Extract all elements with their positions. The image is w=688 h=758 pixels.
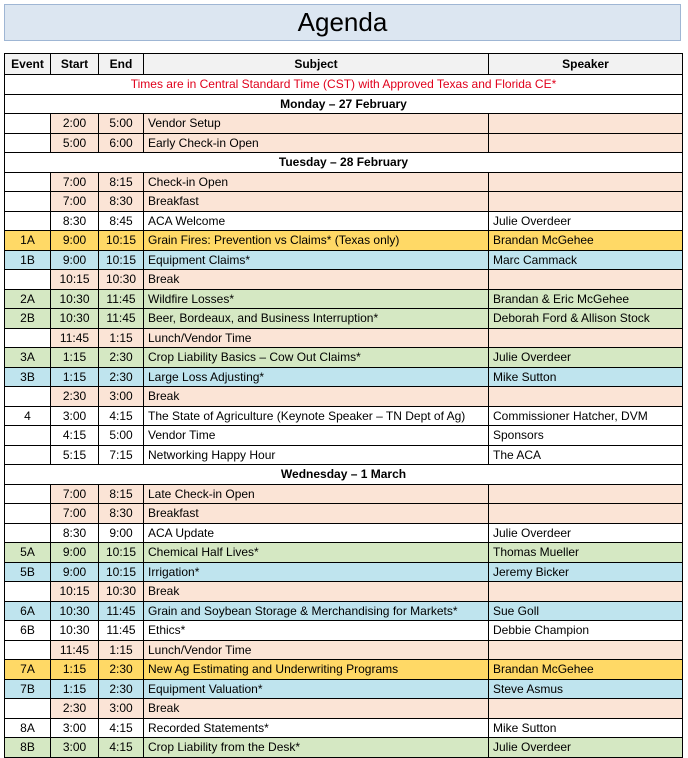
start-time-cell: 1:15 bbox=[51, 660, 99, 680]
speaker-cell bbox=[489, 387, 683, 407]
end-time-cell: 9:00 bbox=[99, 523, 144, 543]
end-time-cell: 8:15 bbox=[99, 484, 144, 504]
subject-cell: Break bbox=[144, 582, 489, 602]
end-time-cell: 11:45 bbox=[99, 601, 144, 621]
subject-cell: ACA Welcome bbox=[144, 211, 489, 231]
agenda-row bbox=[5, 367, 683, 387]
start-time-cell: 7:00 bbox=[51, 484, 99, 504]
column-header-event: Event bbox=[5, 54, 51, 75]
start-time-cell: 4:15 bbox=[51, 426, 99, 446]
end-time-cell: 5:00 bbox=[99, 114, 144, 134]
start-time-cell: 10:30 bbox=[51, 289, 99, 309]
end-time-cell: 2:30 bbox=[99, 660, 144, 680]
speaker-cell: Julie Overdeer bbox=[489, 211, 683, 231]
event-cell bbox=[5, 445, 51, 465]
agenda-row bbox=[5, 738, 683, 758]
speaker-cell: Sponsors bbox=[489, 426, 683, 446]
subject-cell: Networking Happy Hour bbox=[144, 445, 489, 465]
subject-cell: Vendor Time bbox=[144, 426, 489, 446]
end-time-cell: 10:15 bbox=[99, 231, 144, 251]
event-cell: 3B bbox=[5, 367, 51, 387]
end-time-cell: 2:30 bbox=[99, 367, 144, 387]
subject-cell: Chemical Half Lives* bbox=[144, 543, 489, 563]
agenda-table bbox=[4, 53, 683, 758]
end-time-cell: 6:00 bbox=[99, 133, 144, 153]
start-time-cell: 8:30 bbox=[51, 211, 99, 231]
agenda-row bbox=[5, 504, 683, 524]
speaker-cell: Mike Sutton bbox=[489, 367, 683, 387]
agenda-row bbox=[5, 426, 683, 446]
event-cell bbox=[5, 699, 51, 719]
start-time-cell: 2:30 bbox=[51, 387, 99, 407]
end-time-cell: 2:30 bbox=[99, 679, 144, 699]
day-header-row bbox=[5, 94, 683, 114]
subject-cell: Crop Liability from the Desk* bbox=[144, 738, 489, 758]
column-header-end: End bbox=[99, 54, 144, 75]
timezone-note: Times are in Central Standard Time (CST) with Approved Texas and Florida CE* bbox=[5, 75, 683, 95]
event-cell bbox=[5, 192, 51, 212]
start-time-cell: 3:00 bbox=[51, 718, 99, 738]
event-cell: 6A bbox=[5, 601, 51, 621]
column-header-start: Start bbox=[51, 54, 99, 75]
day-header-row bbox=[5, 465, 683, 485]
event-cell bbox=[5, 523, 51, 543]
end-time-cell: 10:15 bbox=[99, 543, 144, 563]
agenda-row bbox=[5, 445, 683, 465]
speaker-cell bbox=[489, 640, 683, 660]
start-time-cell: 10:30 bbox=[51, 621, 99, 641]
subject-cell: Wildfire Losses* bbox=[144, 289, 489, 309]
subject-cell: Breakfast bbox=[144, 192, 489, 212]
agenda-row bbox=[5, 348, 683, 368]
agenda-row bbox=[5, 679, 683, 699]
event-cell bbox=[5, 133, 51, 153]
subject-cell: Grain Fires: Prevention vs Claims* (Texas only) bbox=[144, 231, 489, 251]
agenda-row bbox=[5, 640, 683, 660]
agenda-row bbox=[5, 289, 683, 309]
subject-cell: Large Loss Adjusting* bbox=[144, 367, 489, 387]
subject-cell: Grain and Soybean Storage & Merchandising for Markets* bbox=[144, 601, 489, 621]
event-cell: 8A bbox=[5, 718, 51, 738]
event-cell: 7A bbox=[5, 660, 51, 680]
agenda-row bbox=[5, 172, 683, 192]
speaker-cell: Julie Overdeer bbox=[489, 348, 683, 368]
end-time-cell: 3:00 bbox=[99, 699, 144, 719]
event-cell: 7B bbox=[5, 679, 51, 699]
subject-cell: Late Check-in Open bbox=[144, 484, 489, 504]
event-cell: 2A bbox=[5, 289, 51, 309]
agenda-row bbox=[5, 309, 683, 329]
speaker-cell bbox=[489, 699, 683, 719]
event-cell: 1A bbox=[5, 231, 51, 251]
agenda-row bbox=[5, 328, 683, 348]
end-time-cell: 1:15 bbox=[99, 640, 144, 660]
end-time-cell: 3:00 bbox=[99, 387, 144, 407]
start-time-cell: 7:00 bbox=[51, 192, 99, 212]
speaker-cell bbox=[489, 328, 683, 348]
start-time-cell: 9:00 bbox=[51, 562, 99, 582]
speaker-cell: Sue Goll bbox=[489, 601, 683, 621]
subject-cell: Breakfast bbox=[144, 504, 489, 524]
agenda-row bbox=[5, 231, 683, 251]
agenda-row bbox=[5, 660, 683, 680]
subject-cell: Equipment Valuation* bbox=[144, 679, 489, 699]
event-cell bbox=[5, 114, 51, 134]
agenda-title-banner bbox=[4, 4, 681, 41]
start-time-cell: 10:15 bbox=[51, 582, 99, 602]
end-time-cell: 10:30 bbox=[99, 270, 144, 290]
event-cell bbox=[5, 504, 51, 524]
end-time-cell: 4:15 bbox=[99, 406, 144, 426]
start-time-cell: 9:00 bbox=[51, 231, 99, 251]
end-time-cell: 10:15 bbox=[99, 562, 144, 582]
day-header: Tuesday – 28 February bbox=[5, 153, 683, 173]
subject-cell: Beer, Bordeaux, and Business Interruption* bbox=[144, 309, 489, 329]
end-time-cell: 1:15 bbox=[99, 328, 144, 348]
event-cell: 5A bbox=[5, 543, 51, 563]
speaker-cell: Mike Sutton bbox=[489, 718, 683, 738]
end-time-cell: 8:15 bbox=[99, 172, 144, 192]
start-time-cell: 10:30 bbox=[51, 309, 99, 329]
subject-cell: Early Check-in Open bbox=[144, 133, 489, 153]
start-time-cell: 5:00 bbox=[51, 133, 99, 153]
speaker-cell: Brandan & Eric McGehee bbox=[489, 289, 683, 309]
end-time-cell: 11:45 bbox=[99, 289, 144, 309]
subject-cell: Equipment Claims* bbox=[144, 250, 489, 270]
column-header-speaker: Speaker bbox=[489, 54, 683, 75]
speaker-cell: Brandan McGehee bbox=[489, 231, 683, 251]
speaker-cell: Jeremy Bicker bbox=[489, 562, 683, 582]
event-cell bbox=[5, 270, 51, 290]
speaker-cell: Thomas Mueller bbox=[489, 543, 683, 563]
start-time-cell: 2:00 bbox=[51, 114, 99, 134]
start-time-cell: 1:15 bbox=[51, 367, 99, 387]
event-cell: 8B bbox=[5, 738, 51, 758]
subject-cell: Lunch/Vendor Time bbox=[144, 328, 489, 348]
subject-cell: New Ag Estimating and Underwriting Programs bbox=[144, 660, 489, 680]
timezone-note-row bbox=[5, 75, 683, 95]
event-cell bbox=[5, 426, 51, 446]
start-time-cell: 11:45 bbox=[51, 328, 99, 348]
day-header: Wednesday – 1 March bbox=[5, 465, 683, 485]
event-cell: 6B bbox=[5, 621, 51, 641]
start-time-cell: 8:30 bbox=[51, 523, 99, 543]
agenda-row bbox=[5, 270, 683, 290]
event-cell bbox=[5, 328, 51, 348]
start-time-cell: 7:00 bbox=[51, 172, 99, 192]
event-cell: 1B bbox=[5, 250, 51, 270]
event-cell: 3A bbox=[5, 348, 51, 368]
agenda-row bbox=[5, 718, 683, 738]
agenda-row bbox=[5, 582, 683, 602]
agenda-row bbox=[5, 621, 683, 641]
speaker-cell: Deborah Ford & Allison Stock bbox=[489, 309, 683, 329]
event-cell bbox=[5, 582, 51, 602]
event-cell bbox=[5, 211, 51, 231]
page-title: Agenda bbox=[297, 7, 388, 37]
end-time-cell: 8:30 bbox=[99, 504, 144, 524]
speaker-cell bbox=[489, 114, 683, 134]
subject-cell: Break bbox=[144, 270, 489, 290]
subject-cell: The State of Agriculture (Keynote Speaker – TN Dept of Ag) bbox=[144, 406, 489, 426]
end-time-cell: 10:15 bbox=[99, 250, 144, 270]
column-header-subject: Subject bbox=[144, 54, 489, 75]
start-time-cell: 2:30 bbox=[51, 699, 99, 719]
agenda-row bbox=[5, 387, 683, 407]
subject-cell: Recorded Statements* bbox=[144, 718, 489, 738]
subject-cell: Break bbox=[144, 387, 489, 407]
start-time-cell: 5:15 bbox=[51, 445, 99, 465]
start-time-cell: 1:15 bbox=[51, 348, 99, 368]
speaker-cell bbox=[489, 133, 683, 153]
agenda-row bbox=[5, 523, 683, 543]
speaker-cell: Julie Overdeer bbox=[489, 738, 683, 758]
speaker-cell: Commissioner Hatcher, DVM bbox=[489, 406, 683, 426]
end-time-cell: 11:45 bbox=[99, 621, 144, 641]
event-cell bbox=[5, 387, 51, 407]
agenda-body bbox=[5, 75, 683, 758]
agenda-row bbox=[5, 114, 683, 134]
subject-cell: Break bbox=[144, 699, 489, 719]
event-cell bbox=[5, 484, 51, 504]
day-header: Monday – 27 February bbox=[5, 94, 683, 114]
event-cell bbox=[5, 640, 51, 660]
speaker-cell: Julie Overdeer bbox=[489, 523, 683, 543]
end-time-cell: 5:00 bbox=[99, 426, 144, 446]
agenda-row bbox=[5, 562, 683, 582]
end-time-cell: 4:15 bbox=[99, 718, 144, 738]
agenda-row bbox=[5, 699, 683, 719]
speaker-cell bbox=[489, 172, 683, 192]
subject-cell: Irrigation* bbox=[144, 562, 489, 582]
subject-cell: Ethics* bbox=[144, 621, 489, 641]
end-time-cell: 4:15 bbox=[99, 738, 144, 758]
subject-cell: Vendor Setup bbox=[144, 114, 489, 134]
end-time-cell: 7:15 bbox=[99, 445, 144, 465]
speaker-cell bbox=[489, 484, 683, 504]
header-row bbox=[5, 54, 683, 75]
agenda-row bbox=[5, 133, 683, 153]
agenda-row bbox=[5, 601, 683, 621]
speaker-cell: Brandan McGehee bbox=[489, 660, 683, 680]
end-time-cell: 8:30 bbox=[99, 192, 144, 212]
subject-cell: Check-in Open bbox=[144, 172, 489, 192]
agenda-row bbox=[5, 192, 683, 212]
end-time-cell: 11:45 bbox=[99, 309, 144, 329]
start-time-cell: 7:00 bbox=[51, 504, 99, 524]
day-header-row bbox=[5, 153, 683, 173]
speaker-cell bbox=[489, 270, 683, 290]
speaker-cell: Steve Asmus bbox=[489, 679, 683, 699]
start-time-cell: 3:00 bbox=[51, 406, 99, 426]
agenda-row bbox=[5, 250, 683, 270]
event-cell: 4 bbox=[5, 406, 51, 426]
end-time-cell: 8:45 bbox=[99, 211, 144, 231]
agenda-row bbox=[5, 484, 683, 504]
agenda-row bbox=[5, 211, 683, 231]
agenda-row bbox=[5, 406, 683, 426]
end-time-cell: 10:30 bbox=[99, 582, 144, 602]
subject-cell: ACA Update bbox=[144, 523, 489, 543]
agenda-row bbox=[5, 543, 683, 563]
speaker-cell bbox=[489, 504, 683, 524]
event-cell: 2B bbox=[5, 309, 51, 329]
end-time-cell: 2:30 bbox=[99, 348, 144, 368]
start-time-cell: 10:30 bbox=[51, 601, 99, 621]
subject-cell: Crop Liability Basics – Cow Out Claims* bbox=[144, 348, 489, 368]
speaker-cell: Marc Cammack bbox=[489, 250, 683, 270]
speaker-cell bbox=[489, 582, 683, 602]
start-time-cell: 10:15 bbox=[51, 270, 99, 290]
start-time-cell: 3:00 bbox=[51, 738, 99, 758]
event-cell bbox=[5, 172, 51, 192]
start-time-cell: 1:15 bbox=[51, 679, 99, 699]
start-time-cell: 11:45 bbox=[51, 640, 99, 660]
event-cell: 5B bbox=[5, 562, 51, 582]
speaker-cell bbox=[489, 192, 683, 212]
speaker-cell: The ACA bbox=[489, 445, 683, 465]
speaker-cell: Debbie Champion bbox=[489, 621, 683, 641]
start-time-cell: 9:00 bbox=[51, 543, 99, 563]
subject-cell: Lunch/Vendor Time bbox=[144, 640, 489, 660]
start-time-cell: 9:00 bbox=[51, 250, 99, 270]
